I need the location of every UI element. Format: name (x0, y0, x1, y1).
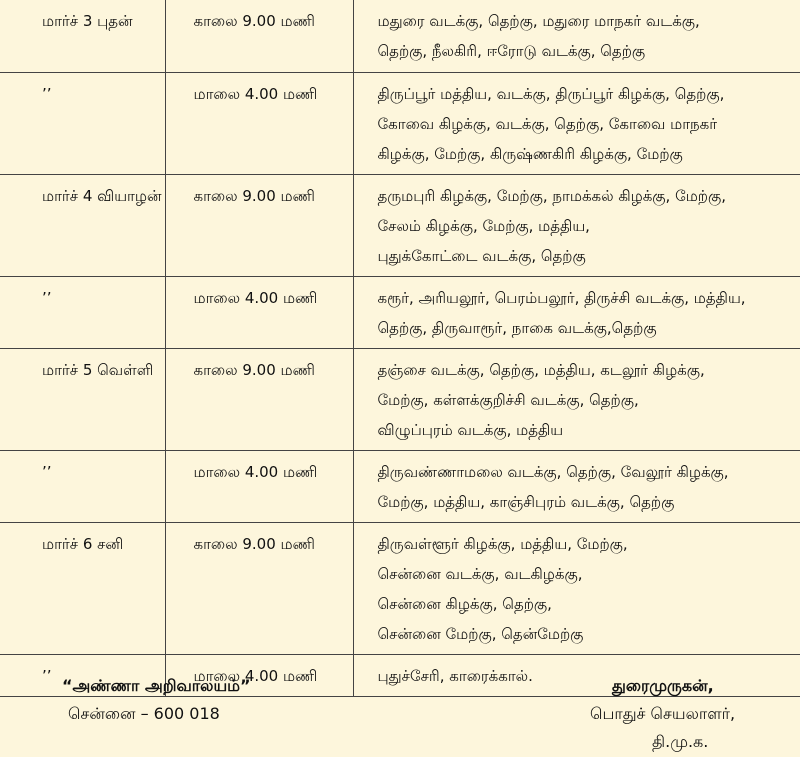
row-date: மார்ச் 3 புதன் (0, 0, 165, 72)
district-line: மேற்கு, கள்ளக்குறிச்சி வடக்கு, தெற்கு, (377, 390, 639, 409)
district-line: தருமபுரி கிழக்கு, மேற்கு, நாமக்கல் கிழக்கு, மேற்கு, (377, 186, 727, 205)
row-time: காலை 9.00 மணி (165, 0, 353, 72)
row-districts (353, 72, 800, 174)
row-districts (353, 522, 800, 654)
row-date: மார்ச் 4 வியாழன் (0, 174, 165, 276)
district-line: திருவள்ளூர் கிழக்கு, மத்திய, மேற்கு, (377, 534, 628, 553)
row-date: ’’ (0, 72, 165, 174)
row-time: மாலை 4.00 மணி (165, 450, 353, 522)
row-districts (353, 348, 800, 450)
row-districts (353, 450, 800, 522)
schedule-row (0, 450, 800, 522)
district-line: திருவண்ணாமலை வடக்கு, தெற்கு, வேலூர் கிழக்கு, (377, 462, 729, 481)
row-date: மார்ச் 6 சனி (0, 522, 165, 654)
row-time: காலை 9.00 மணி (165, 174, 353, 276)
schedule-row (0, 174, 800, 276)
row-date: ’’ (0, 276, 165, 348)
district-line: திருப்பூர் மத்திய, வடக்கு, திருப்பூர் கிழக்கு, தெற்கு, (377, 84, 725, 103)
district-line: கோவை கிழக்கு, வடக்கு, தெற்கு, கோவை மாநகர் (377, 114, 718, 133)
district-line: சேலம் கிழக்கு, மேற்கு, மத்திய, (377, 216, 590, 235)
row-time: மாலை 4.00 மணி (165, 654, 353, 696)
party-name: தி.மு.க. (652, 732, 709, 751)
schedule-row (0, 72, 800, 174)
row-time: மாலை 4.00 மணி (165, 276, 353, 348)
signatory-name: துரைமுருகன், (612, 676, 714, 695)
row-time: மாலை 4.00 மணி (165, 72, 353, 174)
schedule-row (0, 348, 800, 450)
district-line: கரூர், அரியலூர், பெரம்பலூர், திருச்சி வடக்கு, மத்திய, (377, 288, 746, 307)
row-districts (353, 276, 800, 348)
district-line: மதுரை வடக்கு, தெற்கு, மதுரை மாநகர் வடக்கு, (377, 12, 700, 30)
district-line: விழுப்புரம் வடக்கு, மத்திய (377, 420, 564, 439)
schedule-row (0, 276, 800, 348)
district-line: மேற்கு, மத்திய, காஞ்சிபுரம் வடக்கு, தெற்கு (377, 492, 675, 511)
district-line: சென்னை கிழக்கு, தெற்கு, (377, 594, 552, 613)
district-line: தஞ்சை வடக்கு, தெற்கு, மத்திய, கடலூர் கிழக்கு, (377, 360, 705, 379)
row-date: ’’ (0, 654, 165, 696)
row-time: காலை 9.00 மணி (165, 522, 353, 654)
office-name: “அண்ணா அறிவாலயம்” (62, 676, 251, 695)
row-districts (353, 0, 800, 72)
row-time: காலை 9.00 மணி (165, 348, 353, 450)
office-city: சென்னை – 600 018 (68, 704, 220, 723)
district-line: சென்னை மேற்கு, தென்மேற்கு (377, 624, 584, 643)
district-line: சென்னை வடக்கு, வடகிழக்கு, (377, 564, 583, 583)
row-date: ’’ (0, 450, 165, 522)
district-line: தெற்கு, நீலகிரி, ஈரோடு வடக்கு, தெற்கு (377, 42, 646, 60)
schedule-row (0, 0, 800, 72)
schedule-row (0, 522, 800, 654)
district-line: கிழக்கு, மேற்கு, கிருஷ்ணகிரி கிழக்கு, மேற்கு (377, 144, 683, 163)
row-date: மார்ச் 5 வெள்ளி (0, 348, 165, 450)
signatory-designation: பொதுச் செயலாளர், (590, 704, 736, 723)
district-line: புதுக்கோட்டை வடக்கு, தெற்கு (377, 246, 586, 265)
district-line: தெற்கு, திருவாரூர், நாகை வடக்கு,தெற்கு (377, 318, 657, 337)
district-line: புதுச்சேரி, காரைக்கால். (377, 666, 533, 685)
row-districts (353, 174, 800, 276)
footer (0, 670, 800, 757)
